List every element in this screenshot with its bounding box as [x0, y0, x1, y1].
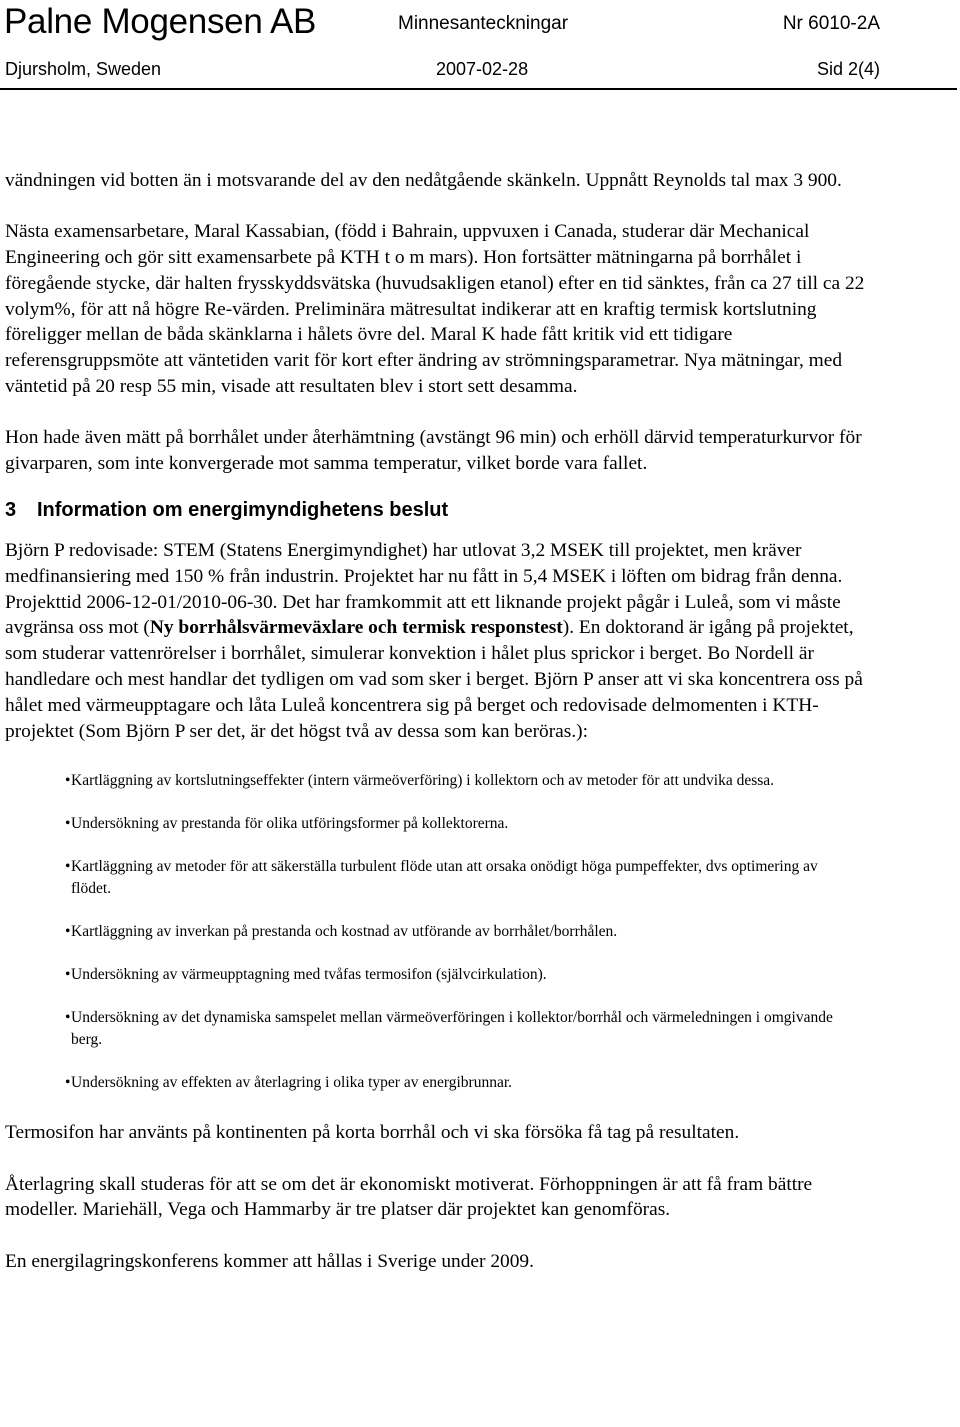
paragraph	[5, 219, 885, 400]
list-item	[5, 813, 861, 835]
document-type: Minnesanteckningar	[398, 13, 569, 34]
list-item	[5, 921, 861, 943]
paragraph	[5, 538, 885, 744]
bullet-icon: •	[65, 923, 71, 941]
section-heading	[5, 497, 885, 523]
list-item-text: Kartläggning av metoder för att säkerställa turbulent flöde utan att orsaka onödigt höga pumpeffekter, dvs optimering av flödet.	[71, 858, 818, 898]
bullet-icon: •	[65, 1074, 71, 1092]
document-date: 2007-02-28	[436, 59, 529, 79]
document-number: Nr 6010-2A	[782, 13, 880, 34]
location: Djursholm, Sweden	[5, 59, 162, 79]
list-item	[5, 856, 861, 900]
paragraph: vändningen vid botten än i motsvarande del av den nedåtgående skänkeln. Uppnått Reynolds tal max 3 900.	[5, 170, 842, 191]
list-item	[5, 770, 861, 792]
list-item	[5, 1007, 861, 1051]
page-header	[0, 0, 960, 90]
list-item	[5, 1072, 861, 1094]
document-body	[5, 168, 885, 1275]
paragraph-part: Hon fortsätter mätningarna på borrhålet i föregående stycke, där halten frysskyddsvätska (huvudsakligen etanol) efter en tid sänktes, från ca 27 till ca 22 volym%, för att nå högre Re-värden. Preliminära mätresultat indikerar att en kraftig termisk kortslutning föreligger mellan de båda skänklarna i hålets övre del. Maral K hade fått kritik vid ett tidigare referensgruppsmöte att väntetiden varit för kort efter ändring av strömningsparametrar. Nya mätningar, med väntetid på 20 resp 55 min, visade att resultaten blev i stort sett desamma.	[5, 247, 865, 398]
company-name: Palne Mogensen AB	[4, 2, 317, 41]
bullet-icon: •	[65, 772, 71, 790]
list-item-text: Undersökning av det dynamiska samspelet mellan värmeöverföringen i kollektor/borrhål och värmeledningen i omgivande berg.	[71, 1009, 833, 1049]
paragraph: En energilagringskonferens kommer att hållas i Sverige under 2009.	[5, 1250, 534, 1272]
bullet-icon: •	[65, 1009, 71, 1027]
bullet-list	[5, 770, 885, 1094]
paragraph: Termosifon har använts på kontinenten på korta borrhål och vi ska försöka få tag på resultaten.	[5, 1122, 740, 1144]
bullet-icon: •	[65, 858, 71, 876]
paragraph-part: Nästa examensarbetare, Maral Kassabian, (född i Bahrain, uppvuxen i Canada, studerar där Mechanical Engineering och gör sitt examensarbete på KTH t o m mars).	[5, 221, 810, 269]
list-item	[5, 964, 861, 986]
list-item-text: Kartläggning av kortslutningseffekter (intern värmeöverföring) i kollektorn och av metoder för att undvika dessa.	[71, 772, 775, 790]
list-item-text: Undersökning av effekten av återlagring i olika typer av energibrunnar.	[71, 1074, 513, 1092]
page-number: Sid 2(4)	[816, 59, 880, 79]
list-item-text: Undersökning av prestanda för olika utföringsformer på kollektorerna.	[71, 815, 509, 833]
paragraph: Hon hade även mätt på borrhålet under återhämtning (avstängt 96 min) och erhöll därvid temperaturkurvor för givarparen, som inte konvergerade mot samma temperatur, vilket borde vara fallet.	[5, 427, 862, 475]
list-item-text: Undersökning av värmeupptagning med tvåfas termosifon (självcirkulation).	[71, 966, 547, 984]
list-item-text: Kartläggning av inverkan på prestanda och kostnad av utförande av borrhålet/borrhålen.	[71, 923, 618, 941]
section-title: Information om energimyndighetens beslut	[37, 498, 449, 521]
header-divider	[0, 88, 957, 90]
paragraph-part: Björn P redovisade: STEM (Statens Energimyndighet) har utlovat 3,2 MSEK till projektet, men kräver medfinansiering med 150 % från industrin. Projektet har nu fått in 5,4 MSEK i löften om bidrag från denna. Projekttid 2006-12-01/2010-06-30. Det har framkommit att ett liknande projekt pågår i Luleå, som vi måste avgränsa oss mot (	[5, 539, 843, 639]
project-name: Ny borrhålsvärmeväxlare och termisk responstest	[149, 617, 563, 639]
bullet-icon: •	[65, 815, 71, 833]
paragraph: Återlagring skall studeras för att se om det är ekonomiskt motiverat. Förhoppningen är att få fram bättre modeller. Mariehäll, Vega och Hammarby är tre platser där projektet kan genomföras.	[5, 1173, 813, 1221]
bullet-icon: •	[65, 966, 71, 984]
section-number: 3	[5, 498, 17, 521]
paragraph-part: ). En doktorand är igång på projektet, som studerar vattenrörelser i borrhålet, simulerar konvektion i hålet plus sprickor i berget. Bo Nordell är handledare och mest handlar det tydligen om vad som sker i berget. Björn P anser att vi ska koncentrera oss på hålet med värmeupptagare och låta Luleå koncentrera sig på berget och redovisade delmomenten i KTH-projektet (Som Björn P ser det, är det högst två av dessa som kan beröras.):	[5, 617, 863, 742]
